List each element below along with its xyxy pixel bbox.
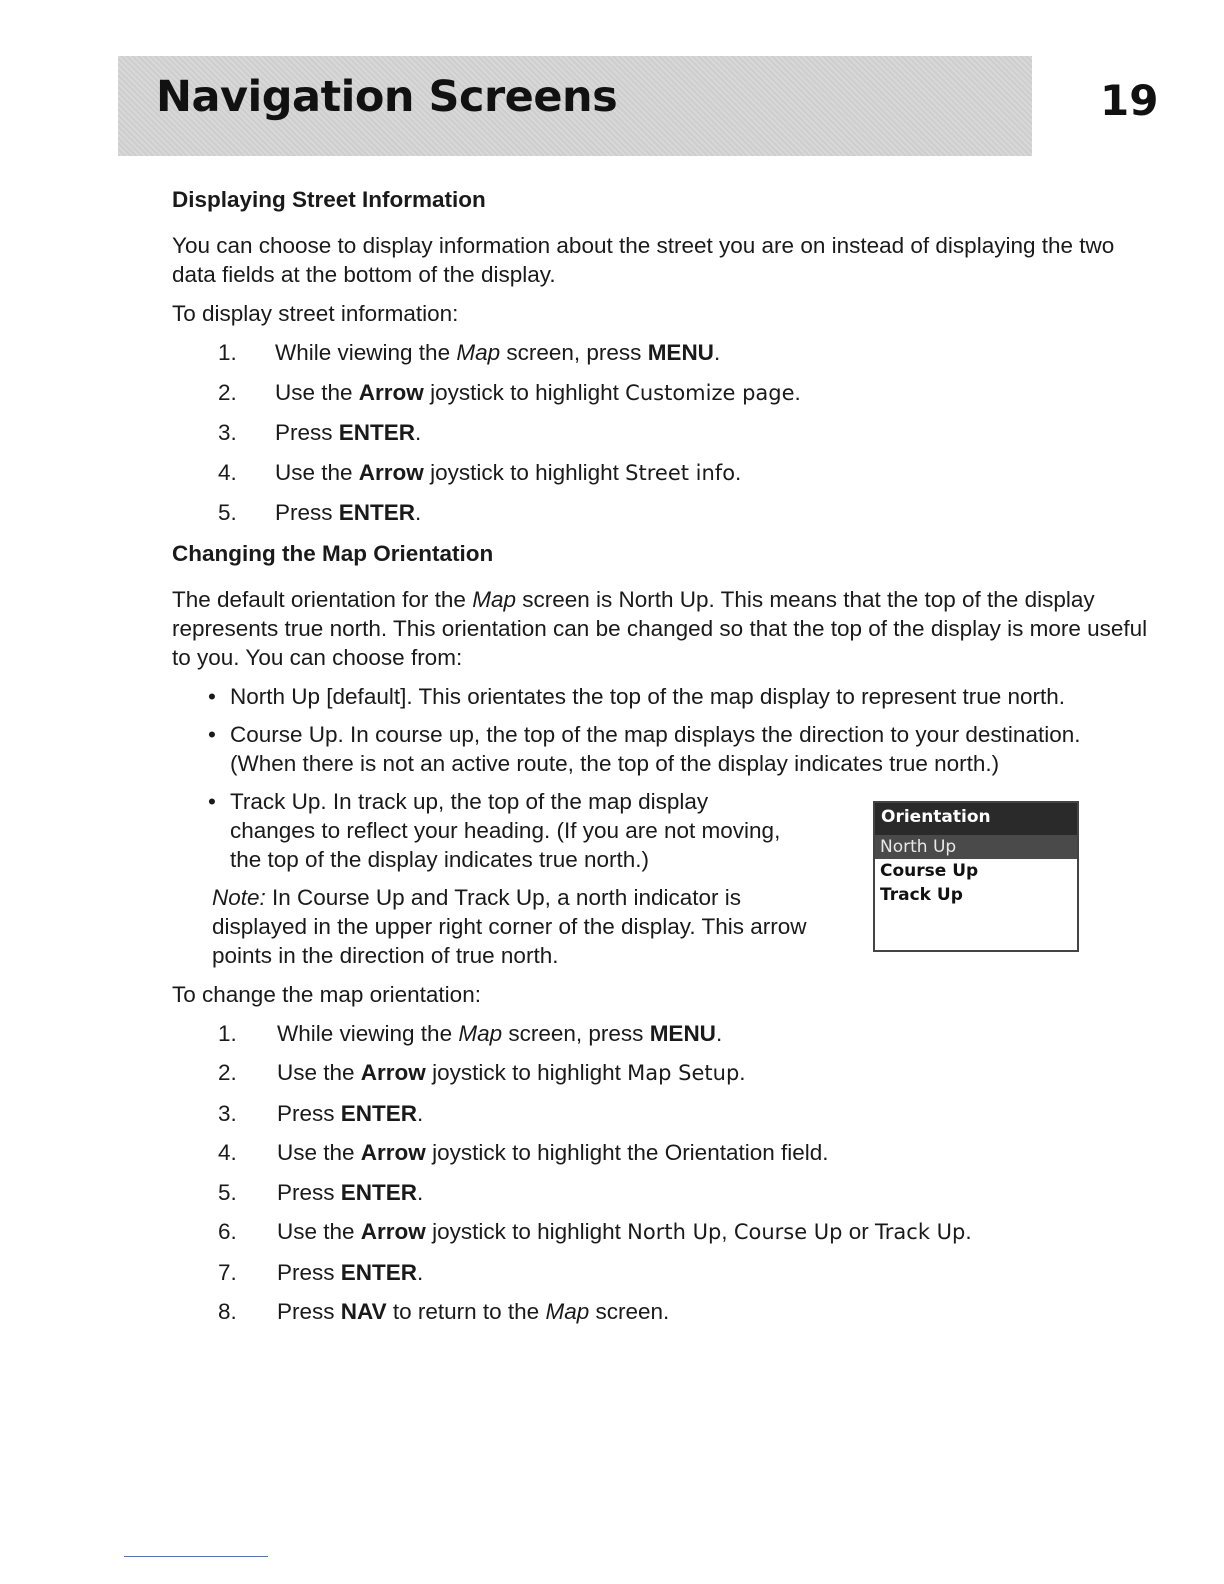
orientation-option-north-up: North Up — [875, 835, 1077, 859]
chapter-title: Navigation Screens — [156, 72, 618, 122]
list-item: 6. Use the Arrow joystick to highlight North Up, Course Up or Track Up. — [218, 1219, 972, 1244]
street-info-intro: You can choose to display information about the street you are on instead of displaying the two data fields at the bottom of the display. — [172, 233, 1115, 287]
orientation-option-course-up: Course Up — [880, 861, 979, 881]
page-number: 19 — [1100, 76, 1159, 125]
list-item: 5. Press ENTER. — [218, 1179, 424, 1205]
list-item: 3. Press ENTER. — [218, 1100, 424, 1126]
list-item: 8. Press NAV to return to the Map screen. — [218, 1299, 670, 1324]
list-item: 4. Use the Arrow joystick to highlight the Orientation field. — [218, 1140, 829, 1165]
list-item: • Course Up. In course up, the top of the map displays the direction to your destination. (When there is not an active route, the top of the display indicates true north.) — [208, 721, 1081, 776]
list-item: 4. Use the Arrow joystick to highlight Street info. — [218, 459, 742, 485]
street-info-steps — [172, 338, 1152, 527]
heading-map-orientation: Changing the Map Orientation — [172, 540, 494, 566]
page-content — [172, 184, 1152, 1337]
list-item: 2. Use the Arrow joystick to highlight Map Setup. — [218, 1060, 746, 1085]
list-item: • Track Up. In track up, the top of the map display changes to reflect your heading. (If you are not moving, the top of the display indicates true north.) — [208, 788, 781, 872]
orientation-menu-screenshot — [873, 801, 1079, 952]
list-item: 1. While viewing the Map screen, press MENU. — [218, 1020, 723, 1046]
note: Note: In Course Up and Track Up, a north indicator is displayed in the upper right corner of the display. This arrow points in the direction of true north. — [212, 884, 807, 968]
orientation-lead: To change the map orientation: — [172, 981, 481, 1007]
orientation-intro: The default orientation for the Map screen is North Up. This means that the top of the display represents true north. This orientation can be changed so that the top of the display is more useful to you. You can choose from: — [172, 586, 1148, 670]
list-item: 7. Press ENTER. — [218, 1259, 424, 1285]
heading-street-info: Displaying Street Information — [172, 187, 486, 212]
list-item: 1. While viewing the Map screen, press MENU. — [218, 340, 721, 365]
orientation-steps — [172, 1019, 1152, 1327]
street-info-lead: To display street information: — [172, 301, 459, 326]
orientation-menu-title: Orientation — [875, 803, 1077, 835]
footer-rule — [124, 1556, 268, 1557]
list-item: 5. Press ENTER. — [218, 500, 422, 525]
orientation-option-track-up: Track Up — [880, 885, 963, 905]
list-item: 3. Press ENTER. — [218, 420, 422, 445]
list-item: 2. Use the Arrow joystick to highlight Customize page. — [218, 379, 801, 405]
list-item: • North Up [default]. This orientates the top of the map display to represent true north. — [208, 683, 1066, 709]
